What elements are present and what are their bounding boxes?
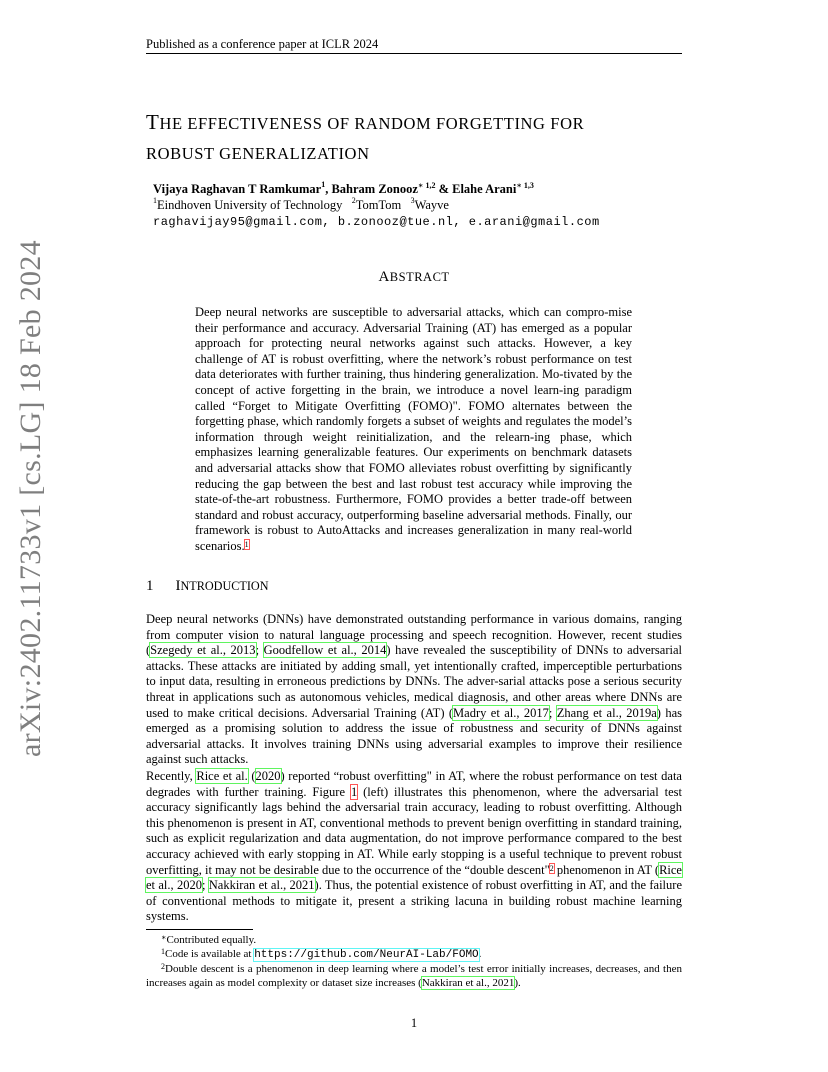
citation-link[interactable]: 2020: [255, 769, 281, 783]
footnote-text: Code is available at: [165, 948, 255, 960]
footnote-link-1[interactable]: 1: [244, 539, 249, 549]
footnote-mark: 2: [161, 962, 165, 971]
section-heading-introduction: [146, 578, 269, 595]
p2-text: ;: [201, 878, 209, 893]
footnote-3: [146, 962, 682, 990]
running-header: Published as a conference paper at ICLR 2024: [146, 37, 379, 51]
footnote-link-2[interactable]: 2: [549, 863, 554, 873]
page-number: 1: [410, 1016, 418, 1030]
footnote-mark: ∗: [161, 933, 167, 942]
abstract-body: [195, 305, 632, 555]
author-list: [153, 182, 534, 197]
header-rule: [146, 53, 682, 54]
footnote-text: Double descent is a phenomenon in deep learning where a model’s test error initially increases, decreases, and then increases again as model complexity or dataset size increases (: [146, 963, 682, 989]
p2-text: ). Thus, the potential existence of robust overfitting in AT, and the failure of conventional methods to mitigate it, present a striking lacuna in building robust machine learning systems.: [146, 878, 682, 924]
citation-link[interactable]: Rice et al.: [196, 769, 248, 783]
abstract-heading-initial: A: [378, 269, 390, 285]
footnote-text: .: [478, 948, 482, 960]
figure-link[interactable]: 1: [350, 784, 358, 799]
intro-paragraph-1: [146, 612, 682, 768]
title-line1: HE EFFECTIVENESS OF RANDOM FORGETTING FOR: [159, 114, 585, 133]
section-title-rest: NTRODUCTION: [180, 579, 269, 593]
p1-text: ;: [255, 643, 264, 658]
footnote-2: [146, 947, 682, 962]
author-1: Vijaya Raghavan T Ramkumar: [153, 182, 322, 196]
p2-text: (left) illustrates this phenomenon, where the adversarial test accuracy significantly lags behind the adversarial train accuracy, leading to robust overfitting. Although this phenomenon is present in AT, conventional methods to prevent benign overfitting in standard training, such as explicit regularization and data augmentation, do not improve performance compared to the best accuracy achieved with early stopping in AT. While early stopping is a useful technique to prevent robust overfitting, it may not be desirable due to the occurrence of the “double descent": [146, 784, 682, 877]
p1-text: Deep neural networks (DNNs) have demonstrated outstanding performance in various domains, ranging from computer vision to natural language processing and speech recognition. However, recent studies (: [146, 612, 682, 658]
paper-title: [146, 108, 706, 168]
citation-link[interactable]: Goodfellow et al., 2014: [263, 643, 387, 658]
p1-text: ;: [548, 705, 557, 720]
author-3-affil: ∗ 1,3: [516, 181, 534, 190]
p1-text: ) has emerged as a promising solution to address the issue of robustness and security of DNNs against adversarial attacks. It involves training DNNs using adversarial examples to improve their resilience against such attacks.: [146, 705, 683, 767]
footnote-rule: [146, 929, 253, 930]
p1-text: ) have revealed the susceptibility of DNNs to adversarial attacks. These attacks are initiated by adding small, yet intentionally crafted, imperceptible perturbations to input data, resulting in erroneous predictions by DNNs. The adver-sarial attacks pose a serious security threat in applications such as autonomous vehicles, medical diagnosis, and other areas where DNNs are used to make critical decisions. Adversarial Training (AT) (: [146, 643, 682, 720]
author-2: , Bahram Zonooz: [325, 182, 418, 196]
code-url-link[interactable]: https://github.com/NeurAI-Lab/FOMO: [254, 949, 479, 961]
citation-link[interactable]: Nakkiran et al., 2021: [208, 878, 315, 893]
affil-1-mark: 1: [153, 196, 157, 205]
affil-2: TomTom: [355, 198, 402, 212]
section-title-initial: I: [175, 578, 181, 594]
footnote-text: Contributed equally.: [166, 934, 257, 946]
citation-link[interactable]: Szegedy et al., 2013: [150, 643, 256, 658]
title-initial: T: [146, 110, 160, 134]
affil-2-mark: 2: [351, 196, 356, 205]
p2-text: Recently,: [146, 769, 197, 783]
footnote-mark: 1: [161, 947, 165, 956]
author-3: & Elahe Arani: [435, 182, 517, 196]
citation-link[interactable]: Rice et al., 2020: [146, 862, 682, 893]
intro-paragraph-2: [146, 769, 682, 925]
affil-3: Wayve: [414, 198, 449, 212]
author-1-affil: 1: [321, 180, 326, 189]
affiliations: [153, 198, 449, 213]
abstract-text: Deep neural networks are susceptible to adversarial attacks, which can compro-mise their performance and accuracy. Adversarial Training (AT) has emerged as a popular approach for protecting neural networks against such attacks. However, a key challenge of AT is robust overfitting, where the network’s robust performance on test data deteriorates with further training, thus hindering generalization. Mo-tivated by the concept of active forgetting in the brain, we introduce a novel learn-ing paradigm called “Forget to Mitigate Overfitting (FOMO)". FOMO alternates between the forgetting phase, which randomly forgets a subset of weights and regulates the model’s information through weight reinitialization, and the relearn-ing phase, which emphasizes learning generalizable features. Our experiments on benchmark datasets and adversarial attacks show that FOMO alleviates robust overfitting by significantly reducing the gap between the best and last robust test accuracy while improving the state-of-the-art robustness. Furthermore, FOMO provides a better trade-off between standard and robust accuracy, outperforming baseline adversarial methods. Finally, our framework is robust to AutoAttacks and increases generalization in many real-world scenarios.: [195, 305, 632, 553]
arxiv-stamp: arXiv:2402.11733v1 [cs.LG] 18 Feb 2024: [14, 240, 47, 757]
title-line2: ROBUST GENERALIZATION: [146, 144, 370, 163]
section-number: 1: [146, 578, 154, 594]
p2-text: ) reported “robust overfitting" in AT, where the robust performance on test data degrades with further training. Figure: [146, 769, 682, 799]
author-2-affil: ∗ 1,2: [417, 181, 436, 190]
author-emails: raghavijay95@gmail.com, b.zonooz@tue.nl, e.arani@gmail.com: [153, 215, 600, 229]
affil-3-mark: 3: [410, 196, 415, 205]
affil-1: Eindhoven University of Technology: [157, 198, 343, 212]
abstract-heading-rest: BSTRACT: [389, 270, 450, 284]
p2-text: phenomenon in AT (: [553, 862, 660, 877]
citation-link[interactable]: Madry et al., 2017: [453, 705, 549, 720]
abstract-heading: [0, 269, 828, 286]
p2-text: (: [247, 769, 256, 783]
footnote-text: ).: [514, 977, 521, 989]
citation-link[interactable]: Zhang et al., 2019a: [556, 705, 657, 720]
citation-link[interactable]: Nakkiran et al., 2021: [421, 977, 515, 989]
footnote-1: [146, 933, 682, 947]
